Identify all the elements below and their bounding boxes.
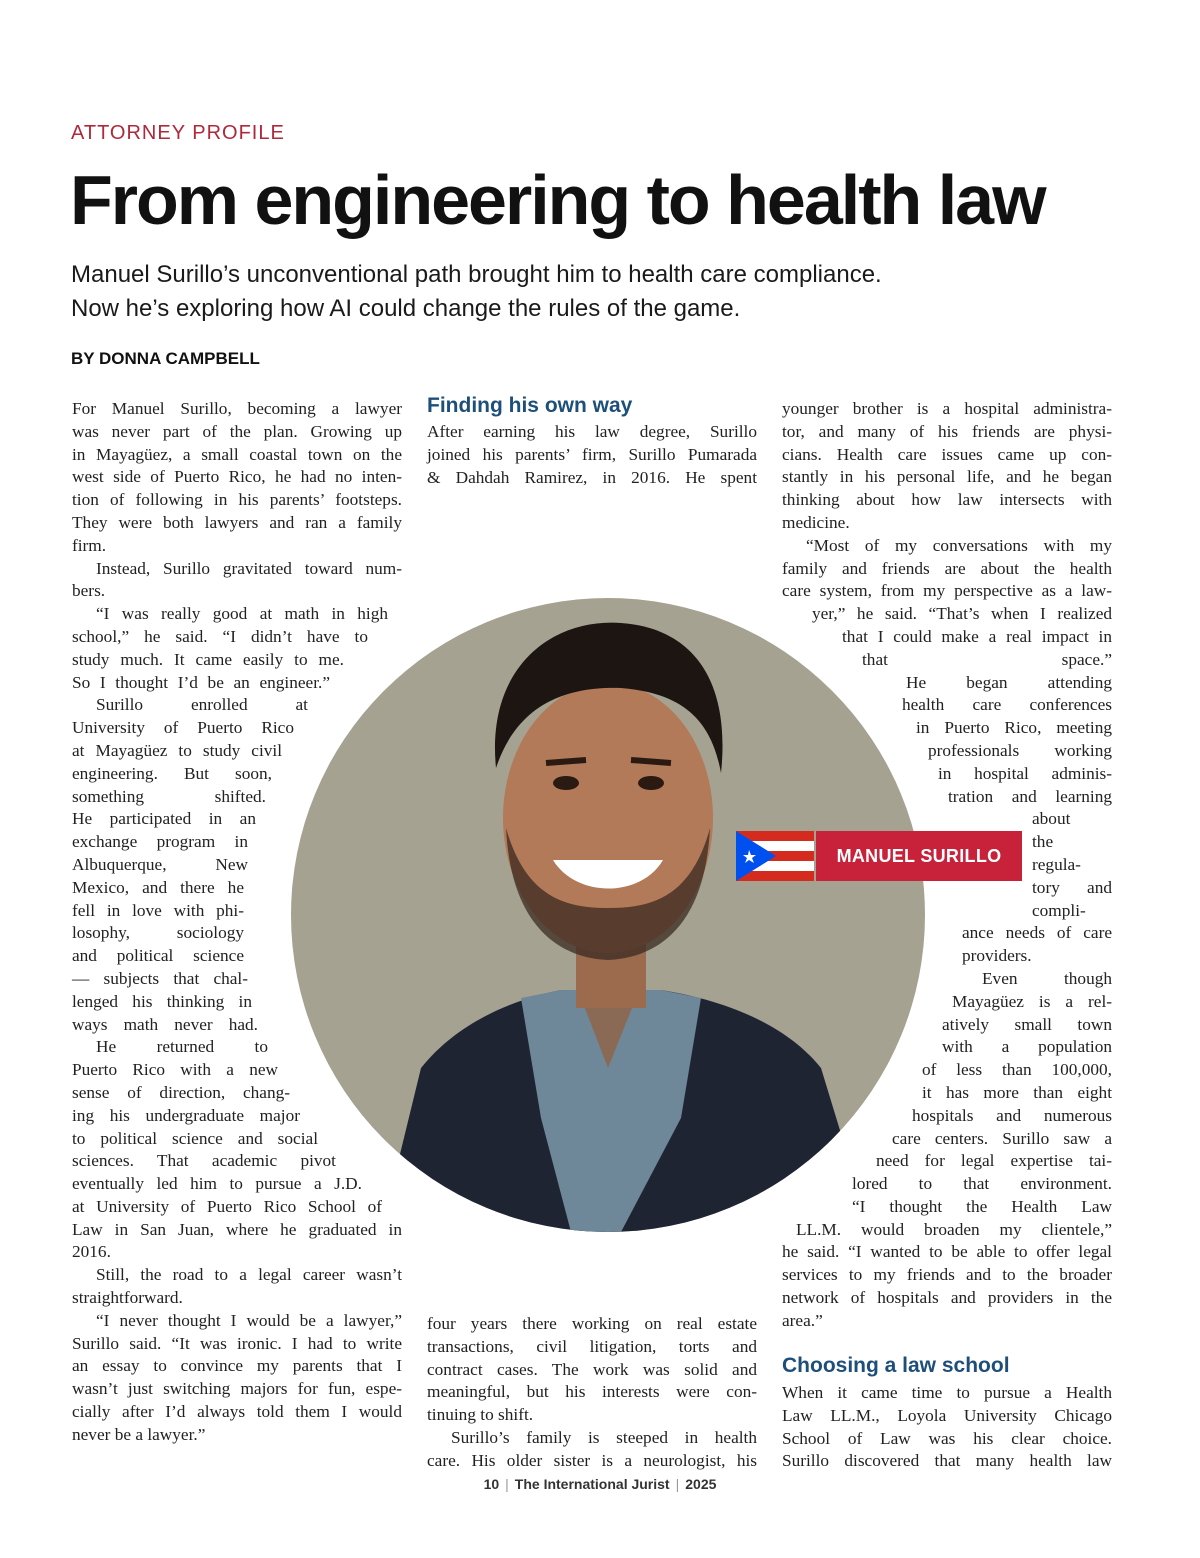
text-line: medicine. (782, 512, 850, 532)
text-line: “I was really good at math in high (96, 604, 388, 624)
text-line: an essay to convince my parents that I (72, 1356, 402, 1376)
text-line: need for legal expertise tai- (876, 1151, 1112, 1171)
text-line: Still, the road to a legal career wasn’t (96, 1265, 402, 1285)
text-line: Puerto Rico with a new (72, 1060, 278, 1080)
text-line: joined his parents’ firm, Surillo Pumarada (427, 444, 757, 464)
text-line: Instead, Surillo gravitated toward num- (96, 558, 402, 578)
text-line: tinuing to shift. (427, 1405, 534, 1425)
column-3 (782, 398, 1112, 1333)
subhead-finding-his-own-way: Finding his own way (427, 394, 633, 417)
text-line: School of Law was his clear choice. (782, 1428, 1112, 1448)
byline: BY DONNA CAMPBELL (71, 349, 260, 368)
text-line: health care conferences (902, 695, 1112, 715)
text-line: University of Puerto Rico (72, 718, 294, 738)
column-3-bottom (782, 1382, 1112, 1473)
text-line: he said. “I wanted to be able to offer legal (782, 1242, 1112, 1262)
text-line: thinking about how law intersects with (782, 490, 1112, 510)
text-line: providers. (962, 946, 1032, 966)
text-line: care centers. Surillo saw a (892, 1128, 1112, 1148)
text-line: After earning his law degree, Surillo (427, 422, 757, 441)
text-line: tory and (1032, 877, 1112, 897)
page-footer: 10 | The International Jurist | 2025 (483, 1476, 717, 1492)
text-line: ways math never had. (72, 1014, 258, 1034)
text-line: Albuquerque, New (72, 854, 248, 874)
text-line: Surillo said. “It was ironic. I had to write (72, 1333, 402, 1353)
text-line: bers. (72, 581, 106, 601)
text-line: cially after I’d always told them I would (72, 1402, 402, 1422)
text-line: meaningful, but his interests were con- (427, 1382, 757, 1402)
text-line: He began attending (906, 672, 1112, 692)
text-line: the (1032, 832, 1054, 852)
text-line: west side of Puerto Rico, he had no inten- (72, 467, 402, 487)
column-2-bottom (427, 1313, 757, 1473)
deck-line: Now he’s exploring how AI could change the rules of the game. (71, 295, 741, 322)
text-line: ance needs of care (962, 923, 1112, 943)
text-line: He participated in an (72, 809, 256, 829)
text-line: at Mayagüez to study civil (72, 740, 282, 760)
text-line: lenged his thinking in (72, 991, 252, 1011)
text-line: of less than 100,000, (922, 1060, 1112, 1080)
text-line: in Puerto Rico, meeting (916, 718, 1112, 738)
text-line: something shifted. (72, 786, 266, 806)
text-line: transactions, civil litigation, torts and (427, 1336, 757, 1356)
text-line: hospitals and numerous (912, 1105, 1112, 1125)
text-line: at University of Puerto Rico School of (72, 1196, 382, 1216)
text-line: “I thought the Health Law (852, 1196, 1112, 1216)
text-line: about (1032, 809, 1071, 829)
text-line: Mexico, and there he (72, 877, 244, 897)
text-line: eventually led him to pursue a J.D. (72, 1174, 362, 1194)
text-line: Law LL.M., Loyola University Chicago (782, 1405, 1112, 1425)
publication-year: 2025 (685, 1476, 717, 1492)
text-line: yer,” he said. “That’s when I realized (812, 604, 1112, 624)
text-line: study much. It came easily to me. (72, 649, 344, 669)
text-line: care. His older sister is a neurologist, his (427, 1450, 757, 1470)
text-line: Surillo discovered that many health law (782, 1451, 1112, 1471)
text-line: cians. Health care issues came up con- (782, 444, 1112, 464)
text-line: that I could make a real impact in (842, 626, 1112, 646)
text-line: So I thought I’d be an engineer.” (72, 672, 330, 692)
subhead-choosing-a-law-school: Choosing a law school (782, 1354, 1010, 1377)
text-line: contract cases. The work was solid and (427, 1359, 757, 1379)
text-line: services to my friends and to the broader (782, 1265, 1112, 1285)
text-line: to political science and social (72, 1128, 318, 1148)
text-line: Mayagüez is a rel- (952, 991, 1112, 1011)
text-line: exchange program in (72, 832, 248, 852)
text-line: family and friends are about the health (782, 558, 1112, 578)
text-line: Law in San Juan, where he graduated in (72, 1219, 402, 1239)
text-line: atively small town (942, 1014, 1112, 1034)
text-line: Even though (982, 968, 1112, 988)
text-line: They were both lawyers and ran a family (72, 512, 402, 532)
text-line: tor, and many of his friends are physi- (782, 421, 1112, 441)
publication-name: The International Jurist (514, 1476, 670, 1492)
text-line: LL.M. would broaden my clientele,” (796, 1219, 1112, 1239)
text-line: 2016. (72, 1242, 111, 1262)
text-line: compli- (1032, 900, 1086, 920)
text-line: school,” he said. “I didn’t have to (72, 626, 368, 646)
text-line: care system, from my perspective as a law- (782, 581, 1112, 601)
text-line: regula- (1032, 854, 1081, 874)
text-line: in hospital adminis- (938, 763, 1112, 783)
text-line: engineering. But soon, (72, 763, 272, 783)
text-line: with a population (942, 1037, 1112, 1057)
headline: From engineering to health law (70, 161, 1045, 239)
text-line: ing his undergraduate major (72, 1105, 300, 1125)
name-tag-label: MANUEL SURILLO (816, 831, 1022, 881)
text-line: that space.” (862, 649, 1112, 669)
text-line: straightforward. (72, 1288, 183, 1308)
text-line: He returned to (96, 1037, 268, 1057)
text-line: Surillo enrolled at (96, 695, 308, 715)
column-2-top (427, 421, 757, 489)
text-line: tration and learning (948, 786, 1112, 806)
text-line: & Dahdah Ramirez, in 2016. He spent (427, 467, 757, 487)
text-line: area.” (782, 1310, 823, 1330)
text-line: For Manuel Surillo, becoming a lawyer (72, 399, 402, 418)
text-line: tion of following in his parents’ footsteps. (72, 490, 402, 510)
text-line: younger brother is a hospital administra- (782, 399, 1112, 418)
text-line: — subjects that chal- (72, 968, 248, 988)
column-1 (72, 398, 402, 1447)
text-line: stantly in his personal life, and he began (782, 467, 1112, 487)
text-line: When it came time to pursue a Health (782, 1383, 1112, 1402)
deck-line: Manuel Surillo’s unconventional path brought him to health care compliance. (71, 261, 882, 288)
text-line: professionals working (928, 740, 1112, 760)
text-line: never be a lawyer.” (72, 1424, 206, 1444)
text-line: losophy, sociology (72, 923, 244, 943)
text-line: was never part of the plan. Growing up (72, 421, 402, 441)
text-line: and political science (72, 946, 244, 966)
kicker: ATTORNEY PROFILE (71, 122, 285, 144)
text-line: firm. (72, 535, 107, 555)
text-line: fell in love with phi- (72, 900, 244, 920)
text-line: “Most of my conversations with my (806, 535, 1112, 555)
text-line: four years there working on real estate (427, 1314, 757, 1333)
page-number: 10 (483, 1476, 500, 1492)
deck (71, 258, 1131, 326)
text-line: Surillo’s family is steeped in health (451, 1427, 757, 1447)
text-line: sense of direction, chang- (72, 1082, 290, 1102)
text-line: in Mayagüez, a small coastal town on the (72, 444, 402, 464)
text-line: network of hospitals and providers in the (782, 1288, 1112, 1308)
text-line: sciences. That academic pivot (72, 1151, 336, 1171)
text-line: “I never thought I would be a lawyer,” (96, 1310, 402, 1330)
text-line: wasn’t just switching majors for fun, espe- (72, 1379, 402, 1399)
text-line: lored to that environment. (852, 1174, 1112, 1194)
text-line: it has more than eight (922, 1082, 1112, 1102)
